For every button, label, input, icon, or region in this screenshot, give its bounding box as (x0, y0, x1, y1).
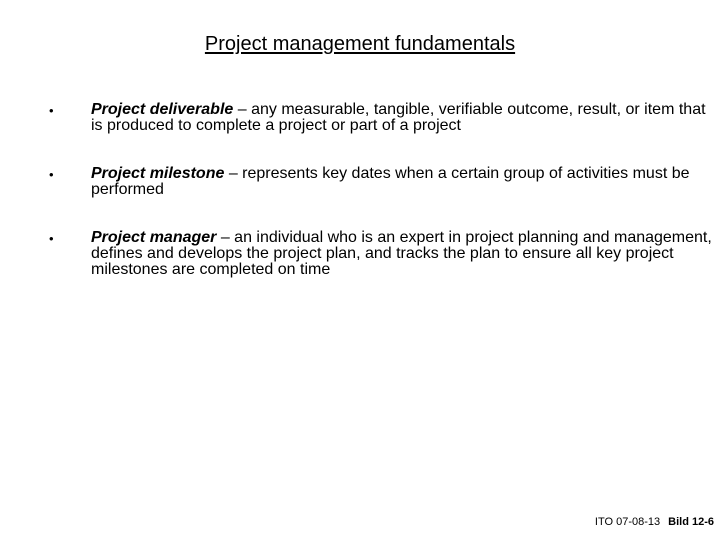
bullet-text (91, 230, 717, 278)
bullet-icon: • (49, 103, 54, 118)
definition-text: – an individual who is an expert in project planning and management, defines and develops the project plan, and tracks the plan to ensure all key project milestones are completed on time (91, 229, 712, 278)
footer-doc-id: ITO 07-08-13 (594, 516, 661, 528)
bullet-icon: • (49, 231, 54, 246)
bullet-icon: • (49, 167, 54, 182)
term-label: Project deliverable (91, 101, 234, 118)
bullet-text (91, 102, 717, 134)
term-label: Project milestone (91, 165, 225, 182)
footer-slide-number: Bild 12-6 (668, 516, 714, 528)
slide-title: Project management fundamentals (204, 33, 516, 55)
bullet-text (91, 166, 717, 198)
slide-footer (595, 515, 714, 529)
term-label: Project manager (91, 229, 217, 246)
definition-text: – any measurable, tangible, verifiable outcome, result, or item that is produced to complete a project or part of a project (91, 101, 706, 134)
definition-text: – represents key dates when a certain group of activities must be performed (91, 165, 690, 198)
